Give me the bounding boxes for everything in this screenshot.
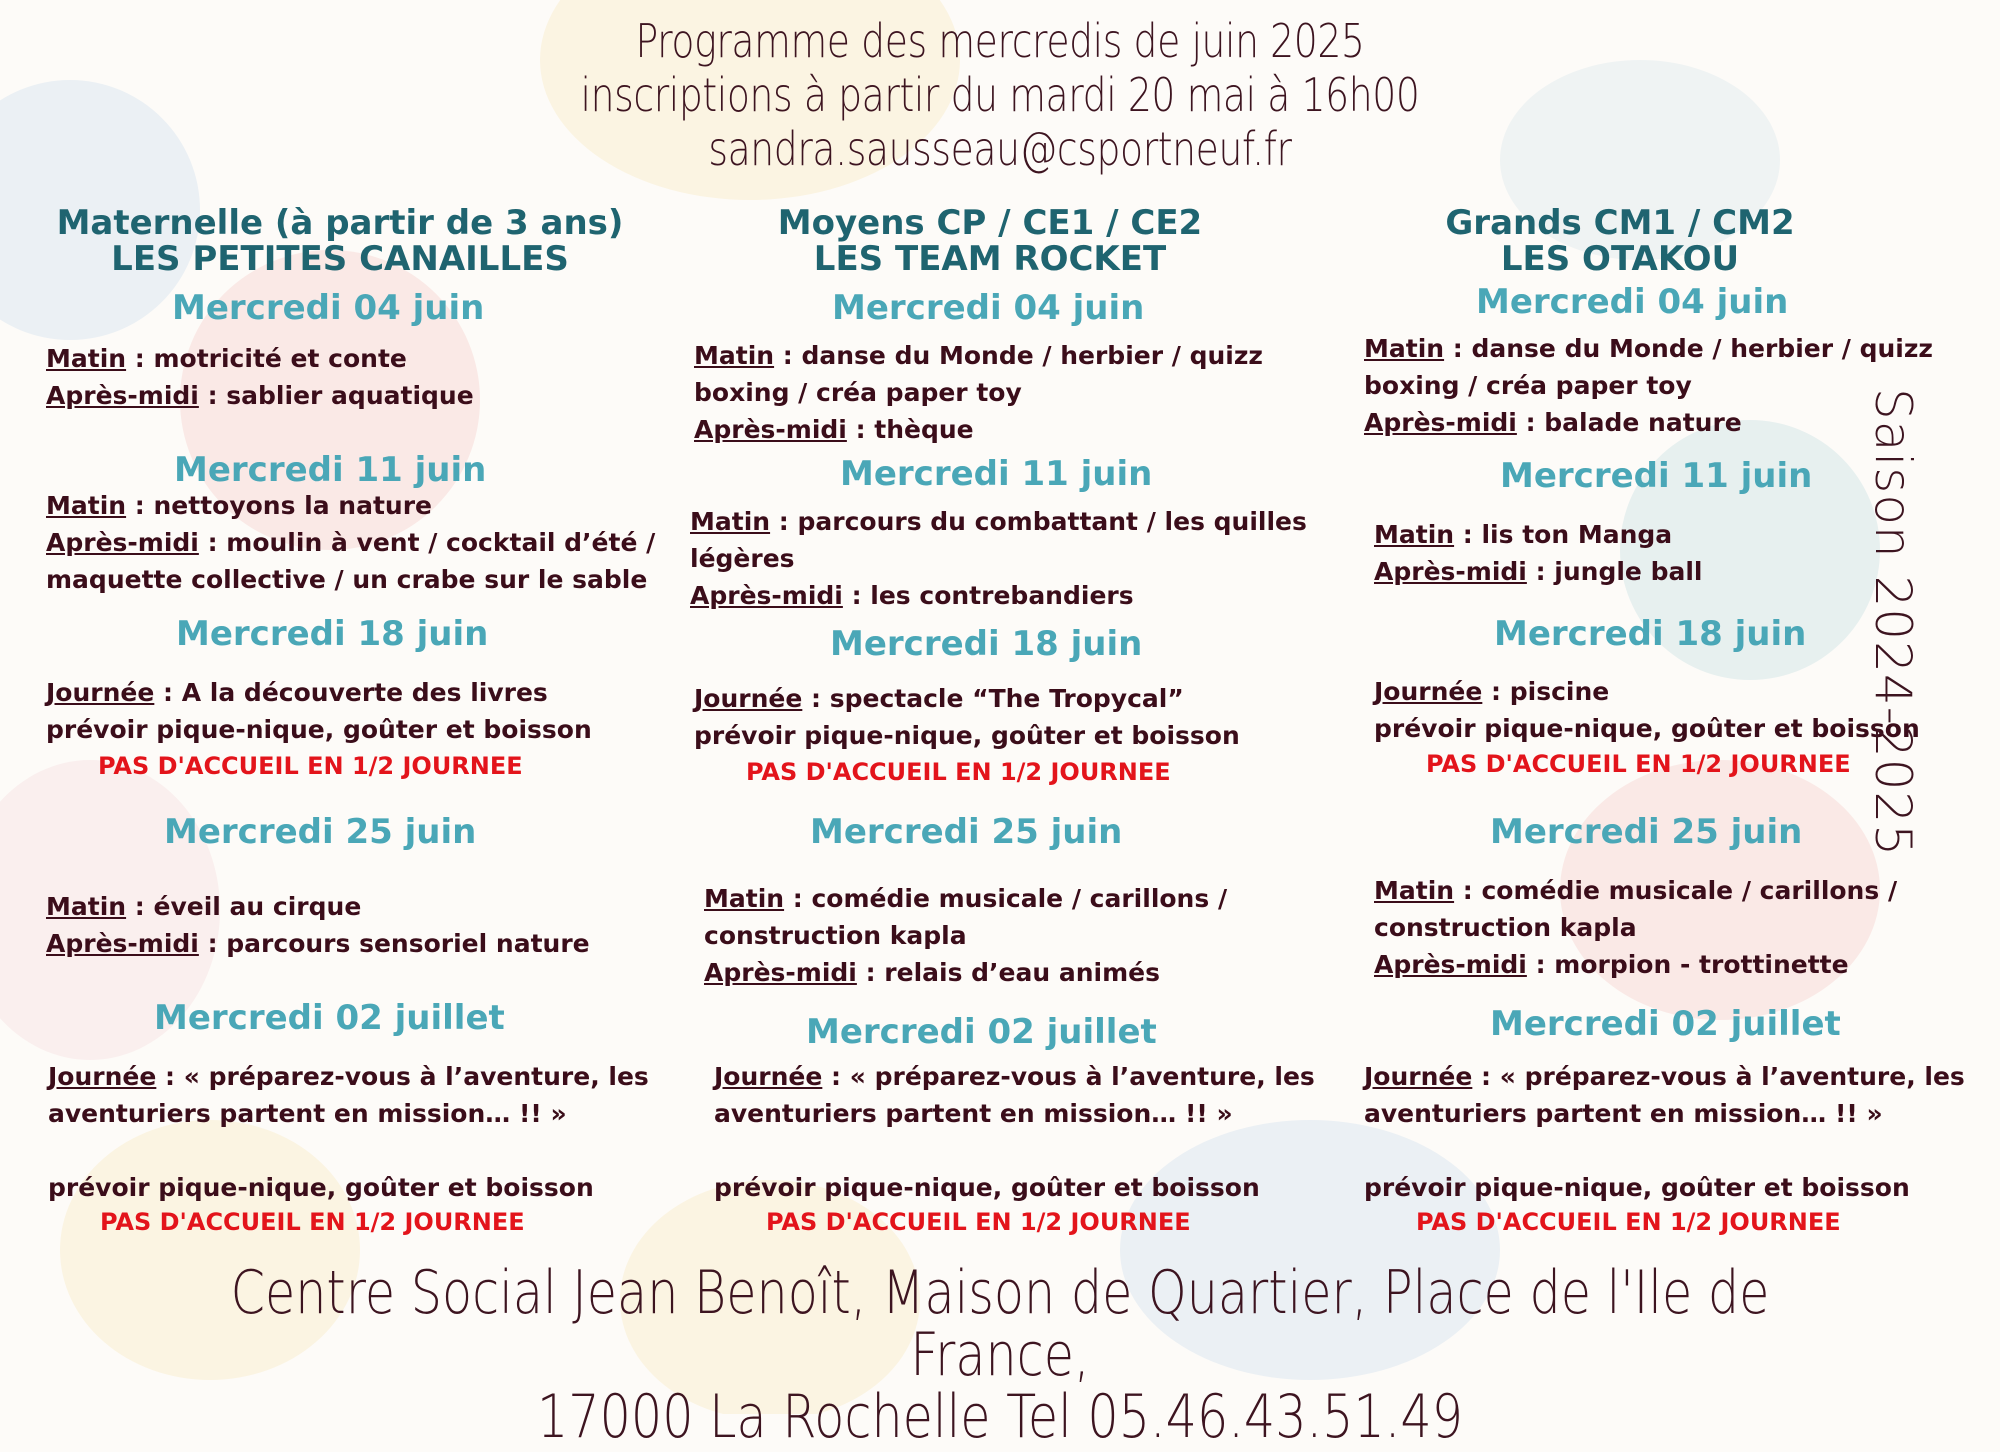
day-heading: Mercredi 25 juin (810, 812, 1123, 852)
day-heading: Mercredi 04 juin (1476, 282, 1789, 322)
day-heading: Mercredi 11 juin (174, 450, 487, 490)
day-activities: Journée : piscine prévoir pique-nique, goûter et boisson (1374, 677, 1920, 743)
notice-no-half-day: PAS D'ACCUEIL EN 1/2 JOURNEE (1426, 750, 1851, 778)
column-title: Grands CM1 / CM2 LES OTAKOU (1445, 203, 1795, 279)
day-heading: Mercredi 25 juin (164, 812, 477, 852)
day-activities: Journée : « préparez-vous à l’aventure, les aventuriers partent en mission… !! » prévoir pique-nique, goûter et boisson (48, 1062, 649, 1202)
column-grands (1320, 205, 1920, 277)
notice-no-half-day: PAS D'ACCUEIL EN 1/2 JOURNEE (1416, 1208, 1841, 1236)
column-title: Moyens CP / CE1 / CE2 LES TEAM ROCKET (777, 203, 1203, 279)
day-heading: Mercredi 18 juin (1494, 614, 1807, 654)
day-heading: Mercredi 18 juin (830, 624, 1143, 664)
day-heading: Mercredi 02 juillet (806, 1012, 1157, 1052)
day-activities: Matin : nettoyons la nature Après-midi : moulin à vent / cocktail d’été / maquette collective / un crabe sur le sable (46, 491, 656, 594)
notice-no-half-day: PAS D'ACCUEIL EN 1/2 JOURNEE (766, 1208, 1191, 1236)
page-header (0, 14, 2000, 176)
day-activities: Matin : lis ton Manga Après-midi : jungle ball (1374, 520, 1703, 586)
day-activities: Matin : comédie musicale / carillons / construction kapla Après-midi : relais d’eau animés (704, 884, 1228, 987)
day-heading: Mercredi 11 juin (840, 454, 1153, 494)
footer-contact: 17000 La Rochelle Tel 05.46.43.51.49 (536, 1382, 1464, 1452)
day-heading: Mercredi 11 juin (1500, 456, 1813, 496)
column-moyens (690, 205, 1290, 277)
season-label: Saison 2024-2025 (1864, 388, 1922, 858)
header-email[interactable]: sandra.sausseau@csportneuf.fr (708, 122, 1292, 176)
day-activities: Matin : éveil au cirque Après-midi : parcours sensoriel nature (46, 892, 590, 958)
day-activities: Matin : motricité et conte Après-midi : sablier aquatique (46, 344, 474, 410)
day-activities: Journée : A la découverte des livres prévoir pique-nique, goûter et boisson (46, 678, 592, 744)
notice-no-half-day: PAS D'ACCUEIL EN 1/2 JOURNEE (100, 1208, 525, 1236)
day-heading: Mercredi 04 juin (172, 288, 485, 328)
day-activities: Journée : spectacle “The Tropycal” prévoir pique-nique, goûter et boisson (694, 684, 1240, 750)
column-maternelle (40, 205, 640, 277)
column-title: Maternelle (à partir de 3 ans) LES PETITES CANAILLES (56, 203, 624, 279)
day-activities: Matin : parcours du combattant / les quilles légères Après-midi : les contrebandiers (690, 507, 1307, 610)
day-heading: Mercredi 25 juin (1490, 812, 1803, 852)
notice-no-half-day: PAS D'ACCUEIL EN 1/2 JOURNEE (98, 752, 523, 780)
day-activities: Matin : comédie musicale / carillons / construction kapla Après-midi : morpion - trottinette (1374, 876, 1898, 979)
day-heading: Mercredi 02 juillet (1490, 1004, 1841, 1044)
day-activities: Matin : danse du Monde / herbier / quizz boxing / créa paper toy Après-midi : balade nature (1364, 334, 1933, 437)
day-heading: Mercredi 04 juin (832, 288, 1145, 328)
header-registration: inscriptions à partir du mardi 20 mai à 16h00 (580, 68, 1420, 122)
day-heading: Mercredi 02 juillet (154, 998, 505, 1038)
header-title: Programme des mercredis de juin 2025 (635, 14, 1365, 68)
footer-address: Centre Social Jean Benoît, Maison de Quartier, Place de l'Ile de France, (230, 1258, 1770, 1390)
notice-no-half-day: PAS D'ACCUEIL EN 1/2 JOURNEE (746, 758, 1171, 786)
day-activities: Journée : « préparez-vous à l’aventure, les aventuriers partent en mission… !! » prévoir pique-nique, goûter et boisson (1364, 1062, 1965, 1202)
page-footer (0, 1258, 2000, 1452)
day-activities: Journée : « préparez-vous à l’aventure, les aventuriers partent en mission… !! » prévoir pique-nique, goûter et boisson (714, 1062, 1315, 1202)
day-activities: Matin : danse du Monde / herbier / quizz boxing / créa paper toy Après-midi : thèque (694, 341, 1263, 444)
day-heading: Mercredi 18 juin (176, 614, 489, 654)
